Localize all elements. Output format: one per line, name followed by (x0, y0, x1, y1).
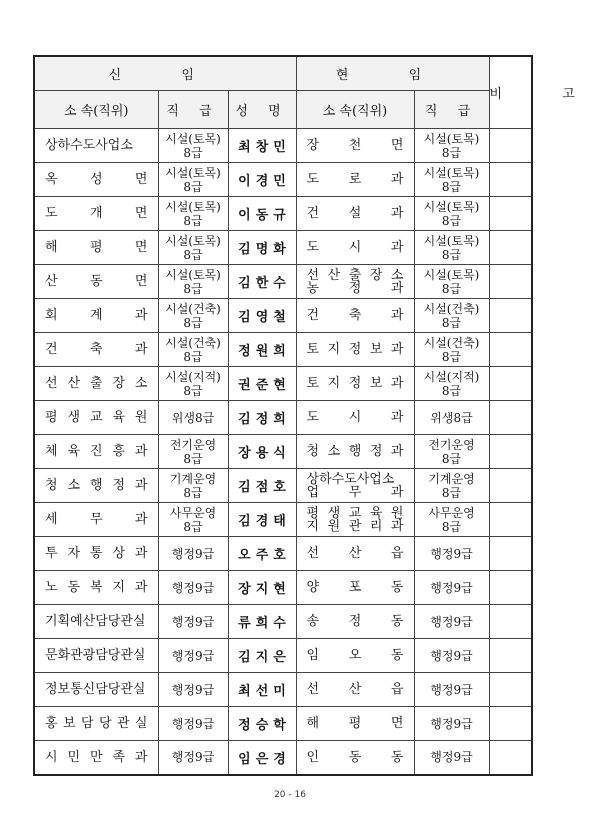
new-grade-cell (158, 571, 228, 605)
table-row (34, 605, 532, 639)
current-grade-cell (414, 299, 489, 333)
new-grade-cell (158, 469, 228, 503)
new-grade-cell-line: 행정9급 (171, 716, 215, 731)
current-grade-cell (414, 231, 489, 265)
person-name-cell: 김경태 (228, 503, 296, 537)
table-row (34, 367, 532, 401)
new-dept-cell-line: 해 평 면 (45, 240, 148, 255)
current-dept-cell-line: 농 정 과 (306, 280, 404, 296)
personnel-table (33, 55, 603, 776)
current-grade-cell (414, 333, 489, 367)
current-dept-cell-line: 업 무 과 (306, 484, 404, 500)
current-dept-cell (296, 231, 414, 265)
current-grade-cell (414, 367, 489, 401)
table-row (34, 435, 532, 469)
current-grade-cell-line: 행정9급 (430, 546, 473, 561)
current-dept-cell-line: 해 평 면 (306, 716, 404, 731)
person-name-cell: 김명화 (228, 231, 296, 265)
new-grade-cell-line: 시설(토목) (165, 233, 221, 248)
current-dept-cell-line: 지 원 관 리 과 (306, 518, 404, 534)
new-grade-cell-line: 8급 (183, 349, 203, 364)
table-row (34, 197, 532, 231)
current-dept-cell (296, 605, 414, 639)
current-grade-cell-line: 행정9급 (430, 682, 473, 697)
new-grade-cell-line: 시설(건축) (165, 335, 221, 350)
current-grade-header: 직 급 (414, 91, 489, 129)
person-name-cell: 이경민 (228, 163, 296, 197)
current-grade-cell-line: 위생8급 (430, 410, 473, 425)
new-dept-cell-line: 건 축 과 (45, 342, 148, 357)
person-name-cell: 김정희 (228, 401, 296, 435)
current-grade-cell (414, 503, 489, 537)
new-dept-cell (34, 741, 158, 775)
new-dept-cell-line: 투 자 통 상 과 (45, 546, 148, 561)
current-grade-cell-line: 8급 (441, 179, 462, 194)
current-dept-cell (296, 571, 414, 605)
current-grade-cell-line: 행정9급 (430, 648, 473, 663)
new-dept-header: 소 속(직위) (34, 91, 158, 129)
current-dept-cell (296, 673, 414, 707)
new-dept-cell (34, 299, 158, 333)
new-dept-cell (34, 605, 158, 639)
note-cell (489, 163, 532, 197)
current-grade-cell-line: 시설(토목) (423, 199, 480, 214)
table-row (34, 129, 532, 163)
new-grade-cell (158, 129, 228, 163)
note-cell (489, 435, 532, 469)
current-grade-cell (414, 435, 489, 469)
note-cell (489, 503, 532, 537)
new-grade-cell-line: 8급 (183, 485, 203, 500)
current-dept-cell (296, 741, 414, 775)
current-grade-cell-line: 8급 (441, 485, 462, 500)
table-row (34, 503, 532, 537)
current-grade-cell-line: 8급 (441, 349, 462, 364)
new-dept-cell-line: 기획예산담당관실 (45, 614, 146, 629)
current-dept-cell-line: 선 산 읍 (306, 546, 404, 561)
current-dept-cell-line: 인 동 동 (306, 749, 404, 765)
note-cell (489, 265, 532, 299)
current-dept-cell-line: 양 포 동 (306, 580, 404, 595)
note-cell (489, 129, 532, 163)
current-grade-cell-line: 전기운영 (428, 437, 475, 452)
current-dept-cell-line: 선 산 출 장 소 (306, 267, 404, 283)
current-dept-cell (296, 367, 414, 401)
current-dept-cell (296, 707, 414, 741)
current-grade-cell-line: 시설(토목) (423, 165, 480, 180)
new-grade-cell (158, 163, 228, 197)
note-cell (489, 741, 532, 775)
new-grade-cell (158, 639, 228, 673)
current-dept-cell-line: 평 생 교 육 원 (306, 505, 404, 521)
person-name-cell: 최창민 (228, 129, 296, 163)
current-grade-cell-line: 행정9급 (430, 750, 473, 765)
table-row (34, 401, 532, 435)
table-row (34, 707, 532, 741)
person-name-cell: 정승학 (228, 707, 296, 741)
new-grade-cell (158, 197, 228, 231)
new-dept-cell-line: 평 생 교 육 원 (45, 410, 148, 425)
new-dept-cell (34, 401, 158, 435)
new-grade-cell (158, 435, 228, 469)
new-grade-cell-line: 전기운영 (169, 437, 217, 452)
new-grade-cell (158, 673, 228, 707)
current-grade-cell-line: 기계운영 (428, 471, 475, 486)
current-grade-cell-line: 8급 (441, 145, 462, 160)
new-dept-cell (34, 163, 158, 197)
table-row (34, 469, 532, 503)
person-name-cell: 최선미 (228, 673, 296, 707)
person-name-cell: 김점호 (228, 469, 296, 503)
table-row (34, 639, 532, 673)
current-grade-cell (414, 265, 489, 299)
page-number: 20 - 16 (274, 790, 306, 800)
current-grade-cell (414, 673, 489, 707)
current-dept-cell-line: 도 시 과 (306, 410, 404, 425)
new-dept-cell (34, 231, 158, 265)
new-dept-cell-line: 체 육 진 흥 과 (45, 444, 148, 459)
new-grade-cell (158, 537, 228, 571)
current-grade-cell (414, 605, 489, 639)
note-cell (489, 367, 532, 401)
current-grade-cell (414, 163, 489, 197)
new-grade-cell-line: 8급 (183, 213, 203, 228)
new-grade-cell (158, 265, 228, 299)
new-grade-cell (158, 401, 228, 435)
person-name-cell: 김영철 (228, 299, 296, 333)
new-grade-cell-line: 시설(토목) (165, 165, 221, 180)
note-cell (489, 231, 532, 265)
new-grade-cell (158, 707, 228, 741)
current-grade-cell-line: 시설(건축) (423, 301, 480, 316)
new-grade-cell (158, 367, 228, 401)
note-cell (489, 673, 532, 707)
new-grade-cell-line: 행정9급 (171, 546, 215, 561)
current-grade-cell (414, 707, 489, 741)
current-grade-cell (414, 401, 489, 435)
new-grade-cell (158, 605, 228, 639)
current-dept-cell-line: 도 로 과 (306, 172, 404, 187)
current-dept-cell-line: 도 시 과 (306, 240, 404, 255)
note-cell (489, 605, 532, 639)
current-grade-cell (414, 129, 489, 163)
current-grade-cell-line: 사무운영 (428, 505, 475, 520)
table-row (34, 333, 532, 367)
new-dept-cell-line: 정보통신담당관실 (45, 682, 146, 697)
new-dept-cell-line: 산 동 면 (45, 274, 148, 289)
new-dept-cell (34, 537, 158, 571)
current-grade-cell-line: 시설(건축) (423, 335, 480, 350)
new-dept-cell (34, 673, 158, 707)
current-grade-cell (414, 469, 489, 503)
person-name-cell: 김한수 (228, 265, 296, 299)
current-grade-cell-line: 8급 (441, 281, 462, 296)
current-dept-cell (296, 469, 414, 503)
new-grade-cell-line: 기계운영 (169, 471, 217, 486)
new-assignment-header: 신 임 (34, 56, 296, 91)
person-name-cell: 임은경 (228, 741, 296, 775)
current-dept-cell-line: 청 소 행 정 과 (306, 444, 404, 459)
person-name-cell: 류희수 (228, 605, 296, 639)
new-dept-cell (34, 435, 158, 469)
new-grade-cell-line: 행정9급 (171, 580, 215, 595)
new-dept-cell-line: 도 개 면 (45, 206, 148, 221)
current-dept-cell (296, 163, 414, 197)
new-grade-cell-line: 8급 (183, 519, 203, 534)
new-grade-cell-line: 행정9급 (171, 682, 215, 697)
new-dept-cell (34, 571, 158, 605)
current-dept-cell (296, 401, 414, 435)
current-dept-cell-line: 토 지 정 보 과 (306, 342, 404, 357)
new-dept-cell (34, 333, 158, 367)
current-dept-cell (296, 639, 414, 673)
new-grade-cell-line: 8급 (183, 247, 203, 262)
note-cell (489, 197, 532, 231)
new-grade-cell-line: 8급 (183, 179, 203, 194)
new-dept-cell (34, 367, 158, 401)
table-row (34, 673, 532, 707)
new-grade-cell-line: 사무운영 (169, 505, 217, 520)
current-dept-cell-line: 송 정 동 (306, 614, 404, 629)
new-grade-cell (158, 231, 228, 265)
current-grade-cell-line: 8급 (441, 383, 462, 398)
new-grade-cell (158, 299, 228, 333)
current-dept-cell (296, 197, 414, 231)
note-cell (489, 537, 532, 571)
person-name-cell: 정원희 (228, 333, 296, 367)
current-dept-header: 소 속(직위) (296, 91, 414, 129)
new-dept-cell (34, 197, 158, 231)
current-grade-cell-line: 8급 (441, 247, 462, 262)
new-grade-cell-line: 시설(건축) (165, 301, 221, 316)
person-name-cell: 권준현 (228, 367, 296, 401)
table-row (34, 537, 532, 571)
current-grade-cell (414, 741, 489, 775)
person-name-cell: 김지은 (228, 639, 296, 673)
current-grade-cell-line: 시설(지적) (423, 369, 480, 384)
note-cell (489, 571, 532, 605)
current-grade-cell-line: 8급 (441, 213, 462, 228)
table-row (34, 163, 532, 197)
current-grade-cell-line: 행정9급 (430, 580, 473, 595)
table-row (34, 299, 532, 333)
current-dept-cell (296, 503, 414, 537)
current-assignment-header: 현 임 (296, 56, 489, 91)
new-grade-cell (158, 741, 228, 775)
new-dept-cell-line: 시 민 만 족 과 (45, 749, 148, 765)
new-grade-cell (158, 503, 228, 537)
new-grade-cell-line: 8급 (183, 145, 203, 160)
person-name-cell: 장용식 (228, 435, 296, 469)
person-name-cell: 장지현 (228, 571, 296, 605)
note-cell (489, 333, 532, 367)
new-grade-cell-line: 8급 (183, 383, 203, 398)
current-grade-cell-line: 시설(토목) (423, 131, 480, 146)
new-dept-cell (34, 707, 158, 741)
new-dept-cell-line: 노 동 복 지 과 (45, 580, 148, 595)
current-grade-cell-line: 행정9급 (430, 614, 473, 629)
new-grade-cell-line: 시설(토목) (165, 199, 221, 214)
note-cell (489, 469, 532, 503)
new-dept-cell-line: 상하수도사업소 (45, 138, 133, 153)
current-dept-cell (296, 537, 414, 571)
current-dept-cell-line: 건 축 과 (306, 308, 404, 323)
current-grade-cell-line: 시설(토목) (423, 233, 480, 248)
new-dept-cell-line: 세 무 과 (45, 512, 148, 527)
current-grade-cell-line: 8급 (441, 519, 462, 534)
name-header: 성 명 (228, 91, 296, 129)
new-grade-cell-line: 8급 (183, 451, 203, 466)
new-dept-cell (34, 469, 158, 503)
table-row (34, 265, 532, 299)
current-dept-cell (296, 129, 414, 163)
current-grade-cell-line: 시설(토목) (423, 267, 480, 282)
new-dept-cell-line: 옥 성 면 (45, 172, 148, 187)
note-cell (489, 401, 532, 435)
current-grade-cell-line: 8급 (441, 315, 462, 330)
new-dept-cell-line: 홍 보 담 당 관 실 (45, 716, 148, 731)
new-grade-cell-line: 8급 (183, 315, 203, 330)
new-grade-header: 직 급 (158, 91, 228, 129)
new-grade-cell (158, 333, 228, 367)
table-row (34, 741, 532, 775)
new-dept-cell-line: 회 계 과 (45, 308, 148, 323)
current-dept-cell-line: 토 지 정 보 과 (306, 376, 404, 391)
current-dept-cell (296, 265, 414, 299)
current-grade-cell (414, 571, 489, 605)
new-grade-cell-line: 시설(토목) (165, 267, 221, 282)
current-dept-cell-line: 상하수도사업소 (306, 471, 395, 487)
new-dept-cell-line: 청 소 행 정 과 (45, 478, 148, 493)
new-grade-cell-line: 시설(지적) (165, 369, 221, 384)
table-row (34, 231, 532, 265)
new-dept-cell (34, 503, 158, 537)
new-grade-cell-line: 8급 (183, 281, 203, 296)
current-grade-cell (414, 197, 489, 231)
current-dept-cell-line: 장 천 면 (306, 138, 404, 153)
new-dept-cell-line: 문화관광담당관실 (45, 648, 146, 663)
current-dept-cell (296, 333, 414, 367)
new-dept-cell (34, 265, 158, 299)
new-grade-cell-line: 행정9급 (171, 750, 215, 765)
new-grade-cell-line: 시설(토목) (165, 131, 221, 146)
note-cell (489, 707, 532, 741)
person-name-cell: 오주호 (228, 537, 296, 571)
current-grade-cell-line: 행정9급 (430, 716, 473, 731)
current-grade-cell-line: 8급 (441, 451, 462, 466)
new-dept-cell (34, 129, 158, 163)
current-grade-cell (414, 537, 489, 571)
note-cell (489, 639, 532, 673)
current-dept-cell-line: 선 산 읍 (306, 682, 404, 697)
new-dept-cell (34, 639, 158, 673)
current-dept-cell-line: 건 설 과 (306, 206, 404, 221)
note-cell (489, 299, 532, 333)
new-grade-cell-line: 행정9급 (171, 648, 215, 663)
current-dept-cell-line: 임 오 동 (306, 648, 404, 663)
current-dept-cell (296, 299, 414, 333)
table-row (34, 571, 532, 605)
note-header: 비 고 (489, 56, 532, 129)
new-grade-cell-line: 위생8급 (171, 410, 215, 425)
current-dept-cell (296, 435, 414, 469)
new-dept-cell-line: 선 산 출 장 소 (45, 376, 148, 391)
person-name-cell: 이동규 (228, 197, 296, 231)
current-grade-cell (414, 639, 489, 673)
new-grade-cell-line: 행정9급 (171, 614, 215, 629)
